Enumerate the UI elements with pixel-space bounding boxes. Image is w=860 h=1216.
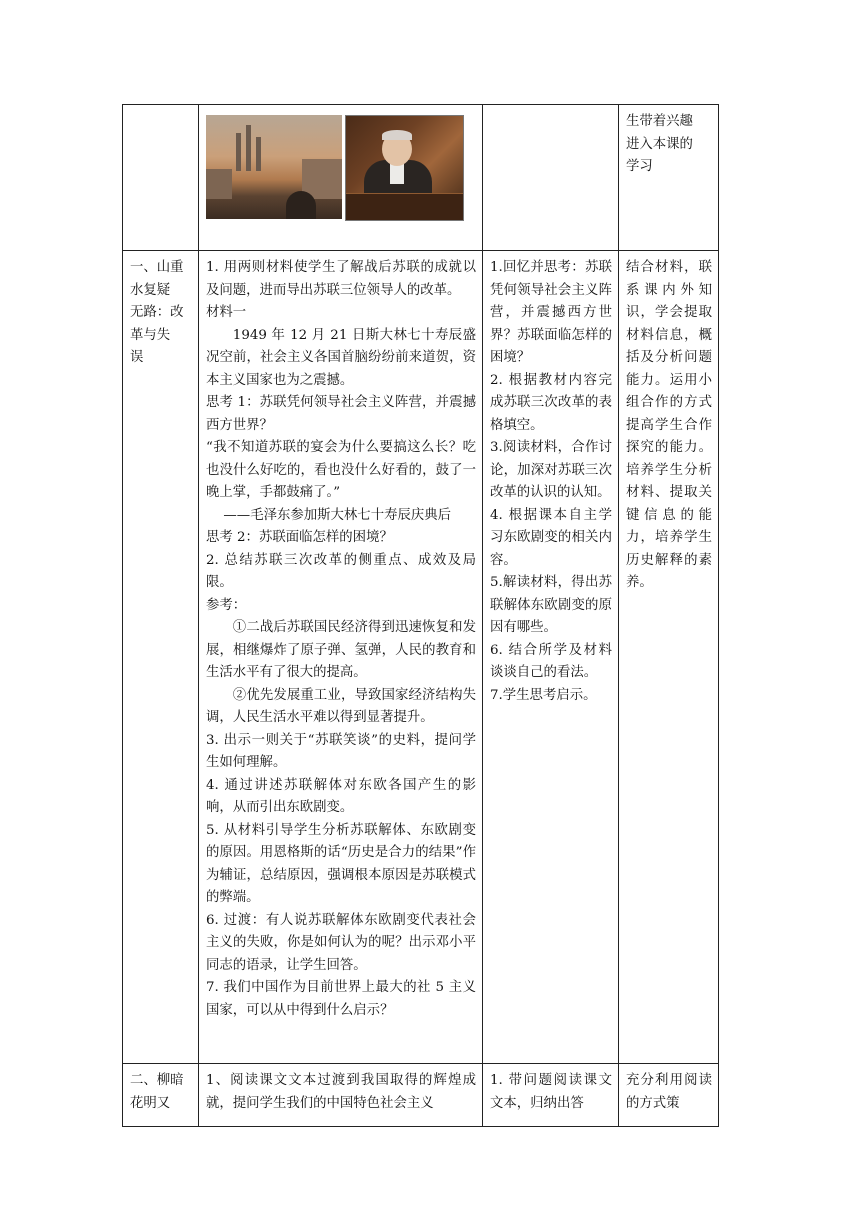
stage-line: 花明又 bbox=[130, 1095, 171, 1111]
reference-heading: 参考： bbox=[206, 597, 247, 613]
student-step: 4. 根据课本自主学习东欧剧变的相关内容。 bbox=[490, 507, 612, 568]
stage-line: 误 bbox=[130, 350, 144, 365]
stage-line: 无路：改 bbox=[130, 305, 184, 320]
think-question: 思考 2：苏联面临怎样的困境？ bbox=[206, 530, 393, 545]
stage-line: 水复疑 bbox=[130, 282, 171, 298]
teacher-step: 6. 过渡：有人说苏联解体东欧剧变代表社会主义的失败，你是如何认为的呢？出示邓小平同志的语录，让学生回答。 bbox=[206, 912, 476, 973]
student-step: 1.回忆并思考：苏联凭何领导社会主义阵营，并震撼西方世界？苏联面临怎样的困境？ bbox=[490, 260, 612, 365]
reference-text: ①二战后苏联国民经济得到迅速恢复和发展，相继爆炸了原子弹、氢弹，人民的教育和生活水平有了很大的提高。 bbox=[206, 620, 476, 680]
table-row bbox=[123, 251, 719, 1064]
stage-line: 革与失 bbox=[130, 327, 171, 343]
lesson-plan-table bbox=[122, 104, 719, 1127]
design-intent-cell bbox=[619, 1064, 719, 1127]
teacher-step: 1. 用两则材料使学生了解战后苏联的成就以及问题，进而导出苏联三位领导人的改革。 bbox=[206, 260, 476, 298]
leader-at-desk-photo bbox=[345, 115, 464, 221]
soviet-city-photo bbox=[206, 115, 342, 219]
intent-text: 充分利用阅读的方式策 bbox=[626, 1073, 712, 1111]
stage-line: 二、柳暗 bbox=[130, 1073, 184, 1088]
student-step: 2. 根据教材内容完成苏联三次改革的表格填空。 bbox=[490, 372, 612, 433]
teacher-step: 2. 总结苏联三次改革的侧重点、成效及局限。 bbox=[206, 552, 476, 590]
quote-text: “我不知道苏联的宴会为什么要搞这么长？吃也没什么好吃的，看也没什么好看的，鼓了一晚上掌，手都鼓痛了。” bbox=[206, 440, 476, 500]
student-step: 5.解读材料，得出苏联解体东欧剧变的原因有哪些。 bbox=[490, 575, 612, 635]
stage-cell bbox=[123, 105, 199, 251]
design-intent-cell bbox=[619, 251, 719, 1064]
stage-line: 一、山重 bbox=[130, 260, 184, 275]
student-activity-cell bbox=[483, 1064, 619, 1127]
table-row bbox=[123, 1064, 719, 1127]
teacher-step: 3. 出示一则关于“苏联笑谈”的史料，提问学生如何理解。 bbox=[206, 732, 476, 770]
teacher-step: 5. 从材料引导学生分析苏联解体、东欧剧变的原因。用恩格斯的话“历史是合力的结果”作为辅证，总结原因，强调根本原因是苏联模式的弊端。 bbox=[206, 822, 476, 905]
intent-text: 结合材料，联系课内外知识，学会提取材料信息，概括及分析问题能力。运用小组合作的方式提高学生合作探究的能力。培养学生分析材料、提取关键信息的能力，培养学生历史解释的素养。 bbox=[626, 260, 712, 590]
image-cell bbox=[199, 105, 483, 251]
student-step: 6. 结合所学及材料谈谈自己的看法。 bbox=[490, 642, 612, 680]
student-step: 1. 带问题阅读课文文本，归纳出答 bbox=[490, 1073, 612, 1111]
intent-line: 学习 bbox=[626, 159, 653, 174]
quote-source: ——毛泽东参加斯大林七十寿辰庆典后 bbox=[223, 507, 452, 523]
teacher-step: 1、阅读课文文本过渡到我国取得的辉煌成就，提问学生我们的中国特色社会主义 bbox=[206, 1073, 476, 1111]
table-row bbox=[123, 105, 719, 251]
stage-cell bbox=[123, 251, 199, 1064]
student-activity-cell bbox=[483, 105, 619, 251]
reference-text: ②优先发展重工业，导致国家经济结构失调，人民生活水平难以得到显著提升。 bbox=[206, 687, 476, 725]
material-text: 1949 年 12 月 21 日斯大林七十寿辰盛况空前，社会主义各国首脑纷纷前来道贺，资本主义国家也为之震撼。 bbox=[206, 327, 476, 388]
intent-line: 进入本课的 bbox=[626, 136, 693, 152]
teacher-activity-cell bbox=[199, 251, 483, 1064]
teacher-activity-cell bbox=[199, 1064, 483, 1127]
student-step: 3.阅读材料，合作讨论，加深对苏联三次改革的认识的认知。 bbox=[490, 440, 612, 500]
intent-line: 生带着兴趣 bbox=[626, 114, 693, 129]
teacher-step: 4. 通过讲述苏联解体对东欧各国产生的影响，从而引出东欧剧变。 bbox=[206, 777, 476, 815]
design-intent-cell bbox=[619, 105, 719, 251]
material-heading: 材料一 bbox=[206, 305, 247, 320]
student-activity-cell bbox=[483, 251, 619, 1064]
think-question: 思考 1：苏联凭何领导社会主义阵营，并震撼西方世界？ bbox=[206, 395, 476, 433]
stage-cell bbox=[123, 1064, 199, 1127]
student-step: 7.学生思考启示。 bbox=[490, 687, 597, 703]
teacher-step: 7. 我们中国作为目前世界上最大的社 5 主义国家，可以从中得到什么启示？ bbox=[206, 980, 476, 1018]
